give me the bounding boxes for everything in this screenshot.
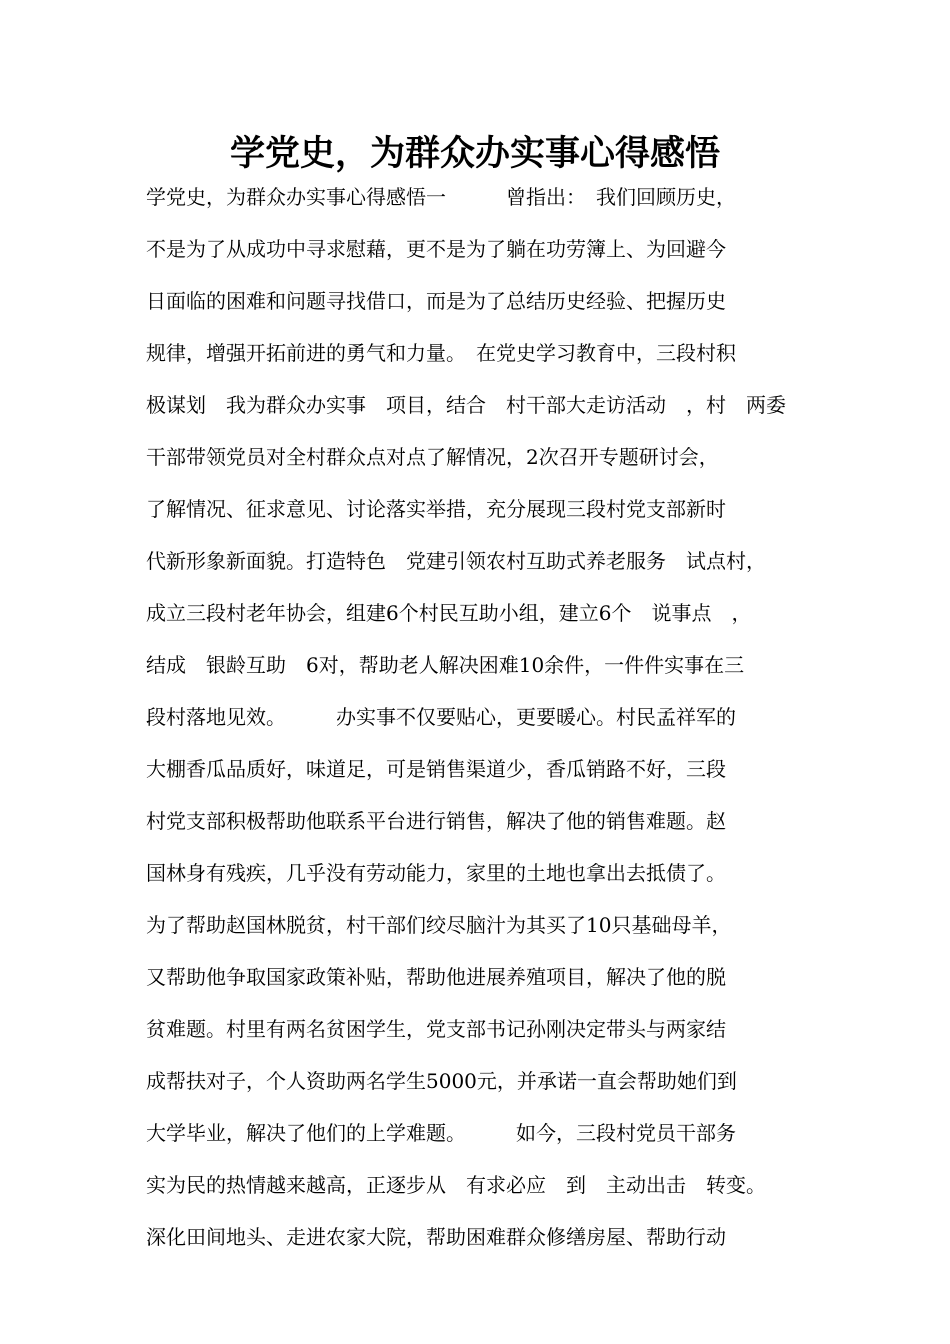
body-line: 成帮扶对子，个人资助两名学生5000元，并承诺一直会帮助她们到 [146, 1069, 737, 1093]
body-line: 不是为了从成功中寻求慰藉，更不是为了躺在功劳簿上、为回避今 [146, 237, 726, 261]
body-line: 极谋划 我为群众办实事 项目，结合 村干部大走访活动 ，村 两委 [146, 393, 786, 417]
body-line: 段村落地见效。 办实事不仅要贴心，更要暖心。村民孟祥军的 [146, 705, 736, 729]
body-line: 村党支部积极帮助他联系平台进行销售，解决了他的销售难题。赵 [146, 809, 726, 833]
body-line: 代新形象新面貌。打造特色 党建引领农村互助式养老服务 试点村， [146, 549, 766, 573]
body-line: 规律，增强开拓前进的勇气和力量。 在党史学习教育中，三段村积 [146, 341, 736, 365]
body-line: 为了帮助赵国林脱贫，村干部们绞尽脑汁为其买了10只基础母羊， [146, 913, 732, 937]
document-title: 学党史，为群众办实事心得感悟 [229, 133, 720, 174]
body-line: 又帮助他争取国家政策补贴，帮助他进展养殖项目，解决了他的脱 [146, 965, 726, 989]
body-line: 贫难题。村里有两名贫困学生，党支部书记孙刚决定带头与两家结 [146, 1017, 726, 1041]
body-line: 深化田间地头、走进农家大院，帮助困难群众修缮房屋、帮助行动 [146, 1225, 726, 1249]
body-line: 实为民的热情越来越高，正逐步从 有求必应 到 主动出击 转变。 [146, 1173, 766, 1197]
body-line: 了解情况、征求意见、讨论落实举措，充分展现三段村党支部新时 [146, 497, 726, 521]
body-line: 结成 银龄互助 6对，帮助老人解决困难10余件，一件件实事在三 [146, 653, 745, 677]
body-line: 干部带领党员对全村群众点对点了解情况，2次召开专题研讨会， [146, 445, 719, 469]
body-line: 学党史，为群众办实事心得感悟一 曾指出： 我们回顾历史， [146, 185, 736, 209]
body-line: 成立三段村老年协会，组建6个村民互助小组，建立6个 说事点 ， [146, 601, 752, 625]
body-line: 国林身有残疾，几乎没有劳动能力，家里的土地也拿出去抵债了。 [146, 861, 726, 885]
body-line: 大棚香瓜品质好，味道足，可是销售渠道少，香瓜销路不好，三段 [146, 757, 726, 781]
body-line: 日面临的困难和问题寻找借口，而是为了总结历史经验、把握历史 [146, 289, 726, 313]
body-line: 大学毕业，解决了他们的上学难题。 如今，三段村党员干部务 [146, 1121, 736, 1145]
